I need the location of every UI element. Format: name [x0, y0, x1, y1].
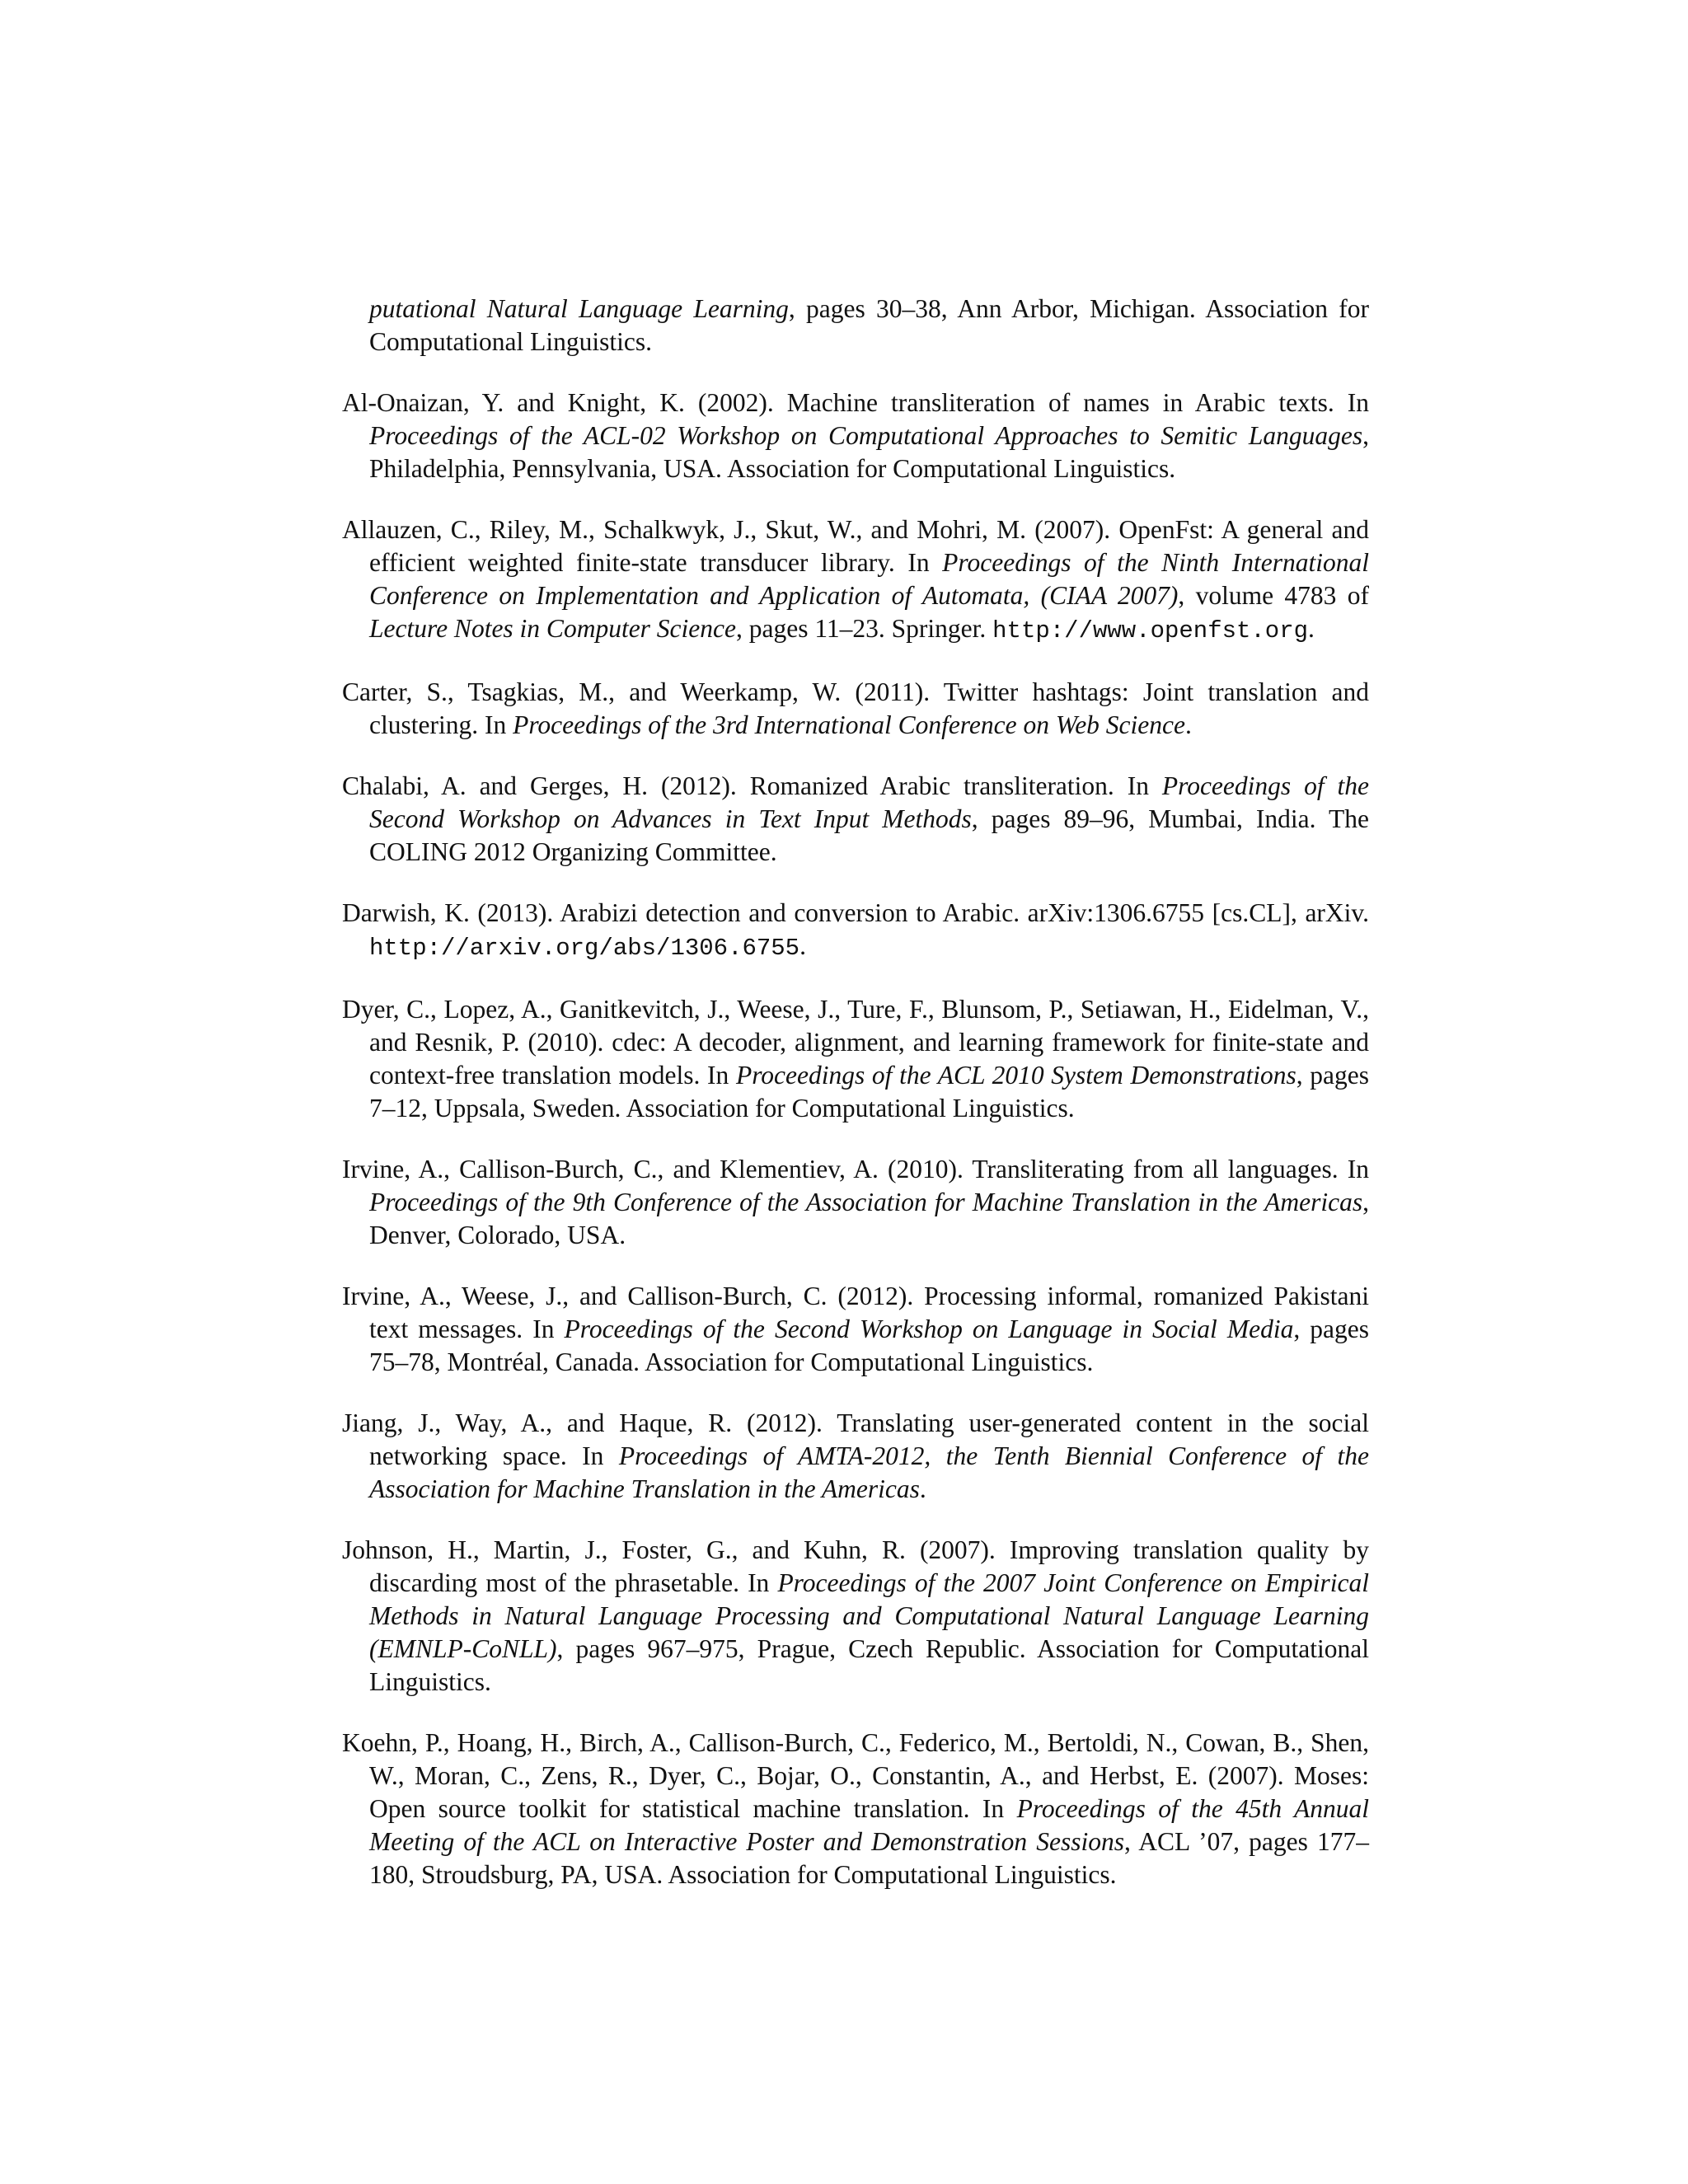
reference-text: Carter, S., Tsagkias, M., and Weerkamp, W. (2011). Twitter hashtags: Joint translation and clustering. In: [342, 677, 1369, 739]
reference-text: .: [1184, 710, 1192, 739]
reference-text: Al-Onaizan, Y. and Knight, K. (2002). Machine transliteration of names in Arabic texts. In: [342, 388, 1369, 417]
reference-venue: Proceedings of the 45th Annual Meeting of the ACL on Interactive Poster and Demonstration Sessions: [369, 1794, 1369, 1856]
reference-entry: [342, 1727, 1369, 1891]
reference-text: Allauzen, C., Riley, M., Schalkwyk, J., Skut, W., and Mohri, M. (2007). OpenFst: A general and efficient weighted finite-state transducer library. In: [342, 515, 1369, 577]
reference-text: .: [919, 1474, 926, 1503]
reference-text: , volume 4783 of: [1178, 581, 1369, 610]
reference-entry: [342, 676, 1369, 742]
reference-entry: [342, 770, 1369, 869]
reference-text: .: [799, 931, 806, 960]
reference-text: .: [1308, 614, 1315, 643]
reference-text: , pages 30–38, Ann Arbor, Michigan. Association for Computational Linguistics.: [369, 294, 1369, 356]
reference-entry: [342, 1280, 1369, 1379]
reference-entry-continued: [342, 293, 1369, 359]
reference-entry: [342, 1534, 1369, 1699]
reference-text: , ACL ’07, pages 177–180, Stroudsburg, PA, USA. Association for Computational Linguistics.: [369, 1827, 1369, 1889]
reference-text: Jiang, J., Way, A., and Haque, R. (2012). Translating user-generated content in the social networking space. In: [342, 1408, 1369, 1470]
reference-venue: Lecture Notes in Computer Science: [369, 614, 736, 643]
reference-venue: Proceedings of the ACL-02 Workshop on Computational Approaches to Semitic Languages: [369, 421, 1363, 450]
reference-text: , pages 967–975, Prague, Czech Republic. Association for Computational Linguistics.: [369, 1634, 1369, 1696]
reference-text: , pages 11–23. Springer.: [735, 614, 993, 643]
reference-text: Johnson, H., Martin, J., Foster, G., and Kuhn, R. (2007). Improving translation quality by discarding most of the phrasetable. In: [342, 1535, 1369, 1597]
reference-text: Koehn, P., Hoang, H., Birch, A., Callison-Burch, C., Federico, M., Bertoldi, N., Cowan, B., Shen, W., Moran, C., Zens, R., Dyer, C., Bojar, O., Constantin, A., and Herbst, E. (2007). Moses: Open source toolkit for statistical machine translation. In: [342, 1728, 1369, 1823]
reference-url: http://arxiv.org/abs/1306.6755: [369, 935, 800, 962]
reference-venue: Proceedings of the Ninth International Conference on Implementation and Application of Automata, (CIAA 2007): [369, 548, 1369, 610]
reference-venue: Proceedings of the 3rd International Conference on Web Science: [513, 710, 1185, 739]
reference-entry: [342, 513, 1369, 648]
reference-entry: [342, 1153, 1369, 1252]
reference-entry: [342, 1407, 1369, 1506]
reference-venue: Proceedings of the Second Workshop on Advances in Text Input Methods: [369, 771, 1369, 833]
reference-venue: Proceedings of the Second Workshop on Language in Social Media: [564, 1315, 1294, 1343]
reference-venue: Proceedings of the ACL 2010 System Demonstrations: [735, 1061, 1296, 1090]
reference-text: , Denver, Colorado, USA.: [369, 1188, 1369, 1249]
reference-entry: [342, 387, 1369, 485]
reference-venue: Proceedings of the 2007 Joint Conference on Empirical Methods in Natural Language Processing and Computational Natural Language Learning (EMNLP-CoNLL): [369, 1568, 1370, 1663]
reference-text: , pages 7–12, Uppsala, Sweden. Association for Computational Linguistics.: [369, 1061, 1369, 1122]
reference-text: Dyer, C., Lopez, A., Ganitkevitch, J., Weese, J., Ture, F., Blunsom, P., Setiawan, H., Eidelman, V., and Resnik, P. (2010). cdec: A decoder, alignment, and learning framework for finite-state and context-free translation models. In: [342, 995, 1369, 1090]
reference-text: Darwish, K. (2013). Arabizi detection and conversion to Arabic. arXiv:1306.6755 [cs.CL], arXiv.: [342, 898, 1369, 927]
reference-entry: [342, 993, 1369, 1125]
reference-venue: Proceedings of AMTA-2012, the Tenth Biennial Conference of the Association for Machine Translation in the Americas: [369, 1441, 1369, 1503]
reference-venue: putational Natural Language Learning: [369, 294, 789, 323]
reference-text: Chalabi, A. and Gerges, H. (2012). Romanized Arabic transliteration. In: [342, 771, 1162, 800]
reference-text: Irvine, A., Callison-Burch, C., and Klementiev, A. (2010). Transliterating from all languages. In: [342, 1155, 1369, 1183]
reference-text: , pages 75–78, Montréal, Canada. Association for Computational Linguistics.: [369, 1315, 1369, 1376]
reference-text: Irvine, A., Weese, J., and Callison-Burch, C. (2012). Processing informal, romanized Pakistani text messages. In: [342, 1282, 1369, 1343]
reference-text: , Philadelphia, Pennsylvania, USA. Association for Computational Linguistics.: [369, 421, 1369, 483]
reference-url: http://www.openfst.org: [992, 617, 1309, 644]
reference-venue: Proceedings of the 9th Conference of the Association for Machine Translation in the Americas: [369, 1188, 1363, 1216]
reference-list: [342, 293, 1369, 1919]
reference-entry: [342, 897, 1369, 965]
reference-text: , pages 89–96, Mumbai, India. The COLING 2012 Organizing Committee.: [369, 804, 1369, 866]
